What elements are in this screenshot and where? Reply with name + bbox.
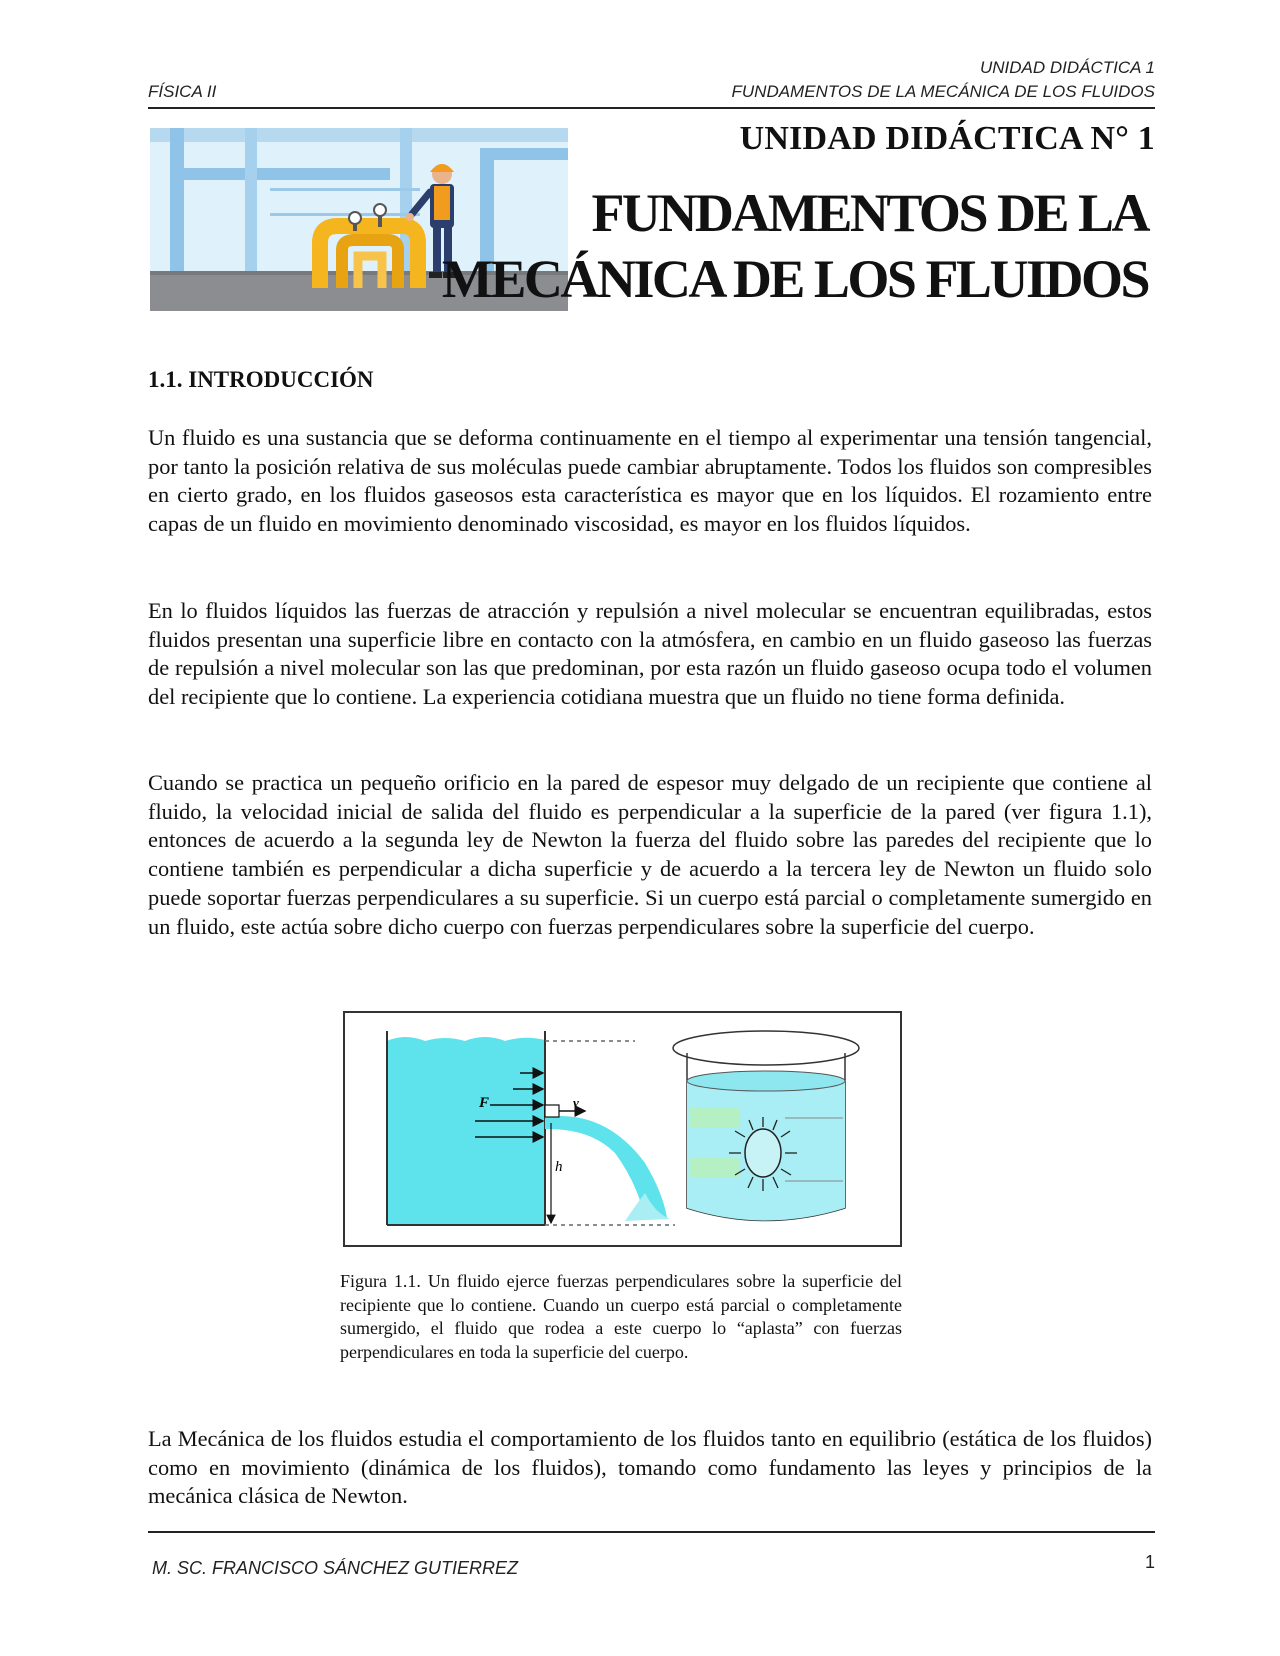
figure-caption: Figura 1.1. Un fluido ejerce fuerzas perpendiculares sobre la superficie del recipiente que lo contiene. Cuando un cuerpo está parcial o completamente sumergido, el fluido que rodea a este cuerpo lo “aplasta” con fuerzas perpendiculares en toda la superficie del cuerpo. [340,1271,902,1362]
chapter-title [442,180,1148,312]
paragraph-4: La Mecánica de los fluidos estudia el comportamiento de los fluidos tanto en equilibrio (estática de los fluidos) como en movimiento (dinámica de los fluidos), tomando como fundamento las leyes y principios de la mecánica clásica de Newton. [148,1426,1152,1509]
section-heading: 1.1. INTRODUCCIÓN [148,367,374,392]
chapter-title-line1: FUNDAMENTOS DE LA [591,183,1148,243]
header-course: FÍSICA II [148,82,217,101]
paragraph-2: En lo fluidos líquidos las fuerzas de atracción y repulsión a nivel molecular se encuentran equilibradas, estos fluidos presentan una superficie libre en contacto con la atmósfera, en cambio en un fluido gaseoso las fuerzas de repulsión a nivel molecular son las que predominan, por esta razón un fluido gaseoso ocupa todo el volumen del recipiente que lo contiene. La experiencia cotidiana muestra que un fluido no tiene forma definida. [148,598,1152,710]
header-chapter: FUNDAMENTOS DE LA MECÁNICA DE LOS FLUIDOS [731,82,1155,101]
force-label: F [479,1095,490,1111]
figure-1-1 [343,1011,902,1247]
header-unit: UNIDAD DIDÁCTICA 1 [979,58,1155,77]
fluid-forces-diagram [345,1013,900,1245]
footer-author: M. SC. FRANCISCO SÁNCHEZ GUTIERREZ [152,1558,519,1578]
chapter-title-line2: MECÁNICA DE LOS FLUIDOS [441,249,1148,309]
footer-divider [148,1531,1155,1533]
header-divider [148,107,1155,109]
unit-title: UNIDAD DIDÁCTICA N° 1 [739,120,1155,157]
paragraph-1: Un fluido es una sustancia que se deforma continuamente en el tiempo al experimentar una tensión tangencial, por tanto la posición relativa de sus moléculas puede cambiar abruptamente. Todos los fluidos son compresibles en cierto grado, en los fluidos gaseosos esta característica es mayor que en los líquidos. El rozamiento entre capas de un fluido en movimiento denominado viscosidad, es mayor en los fluidos líquidos. [148,425,1152,537]
paragraph-3: Cuando se practica un pequeño orificio en la pared de espesor muy delgado de un recipiente que contiene al fluido, la velocidad inicial de salida del fluido es perpendicular a la superficie de la pared (ver figura 1.1), entonces de acuerdo a la segunda ley de Newton la fuerza del fluido sobre las paredes del recipiente que lo contiene también es perpendicular a dicha superficie y de acuerdo a la tercera ley de Newton un fluido solo puede soportar fuerzas perpendiculares a su superficie. Si un cuerpo está parcial o completamente sumergido en un fluido, este actúa sobre dicho cuerpo con fuerzas perpendiculares sobre la superficie del cuerpo. [148,770,1152,939]
velocity-label: v [573,1095,579,1110]
page-number: 1 [1144,1552,1155,1572]
height-label: h [555,1159,563,1175]
